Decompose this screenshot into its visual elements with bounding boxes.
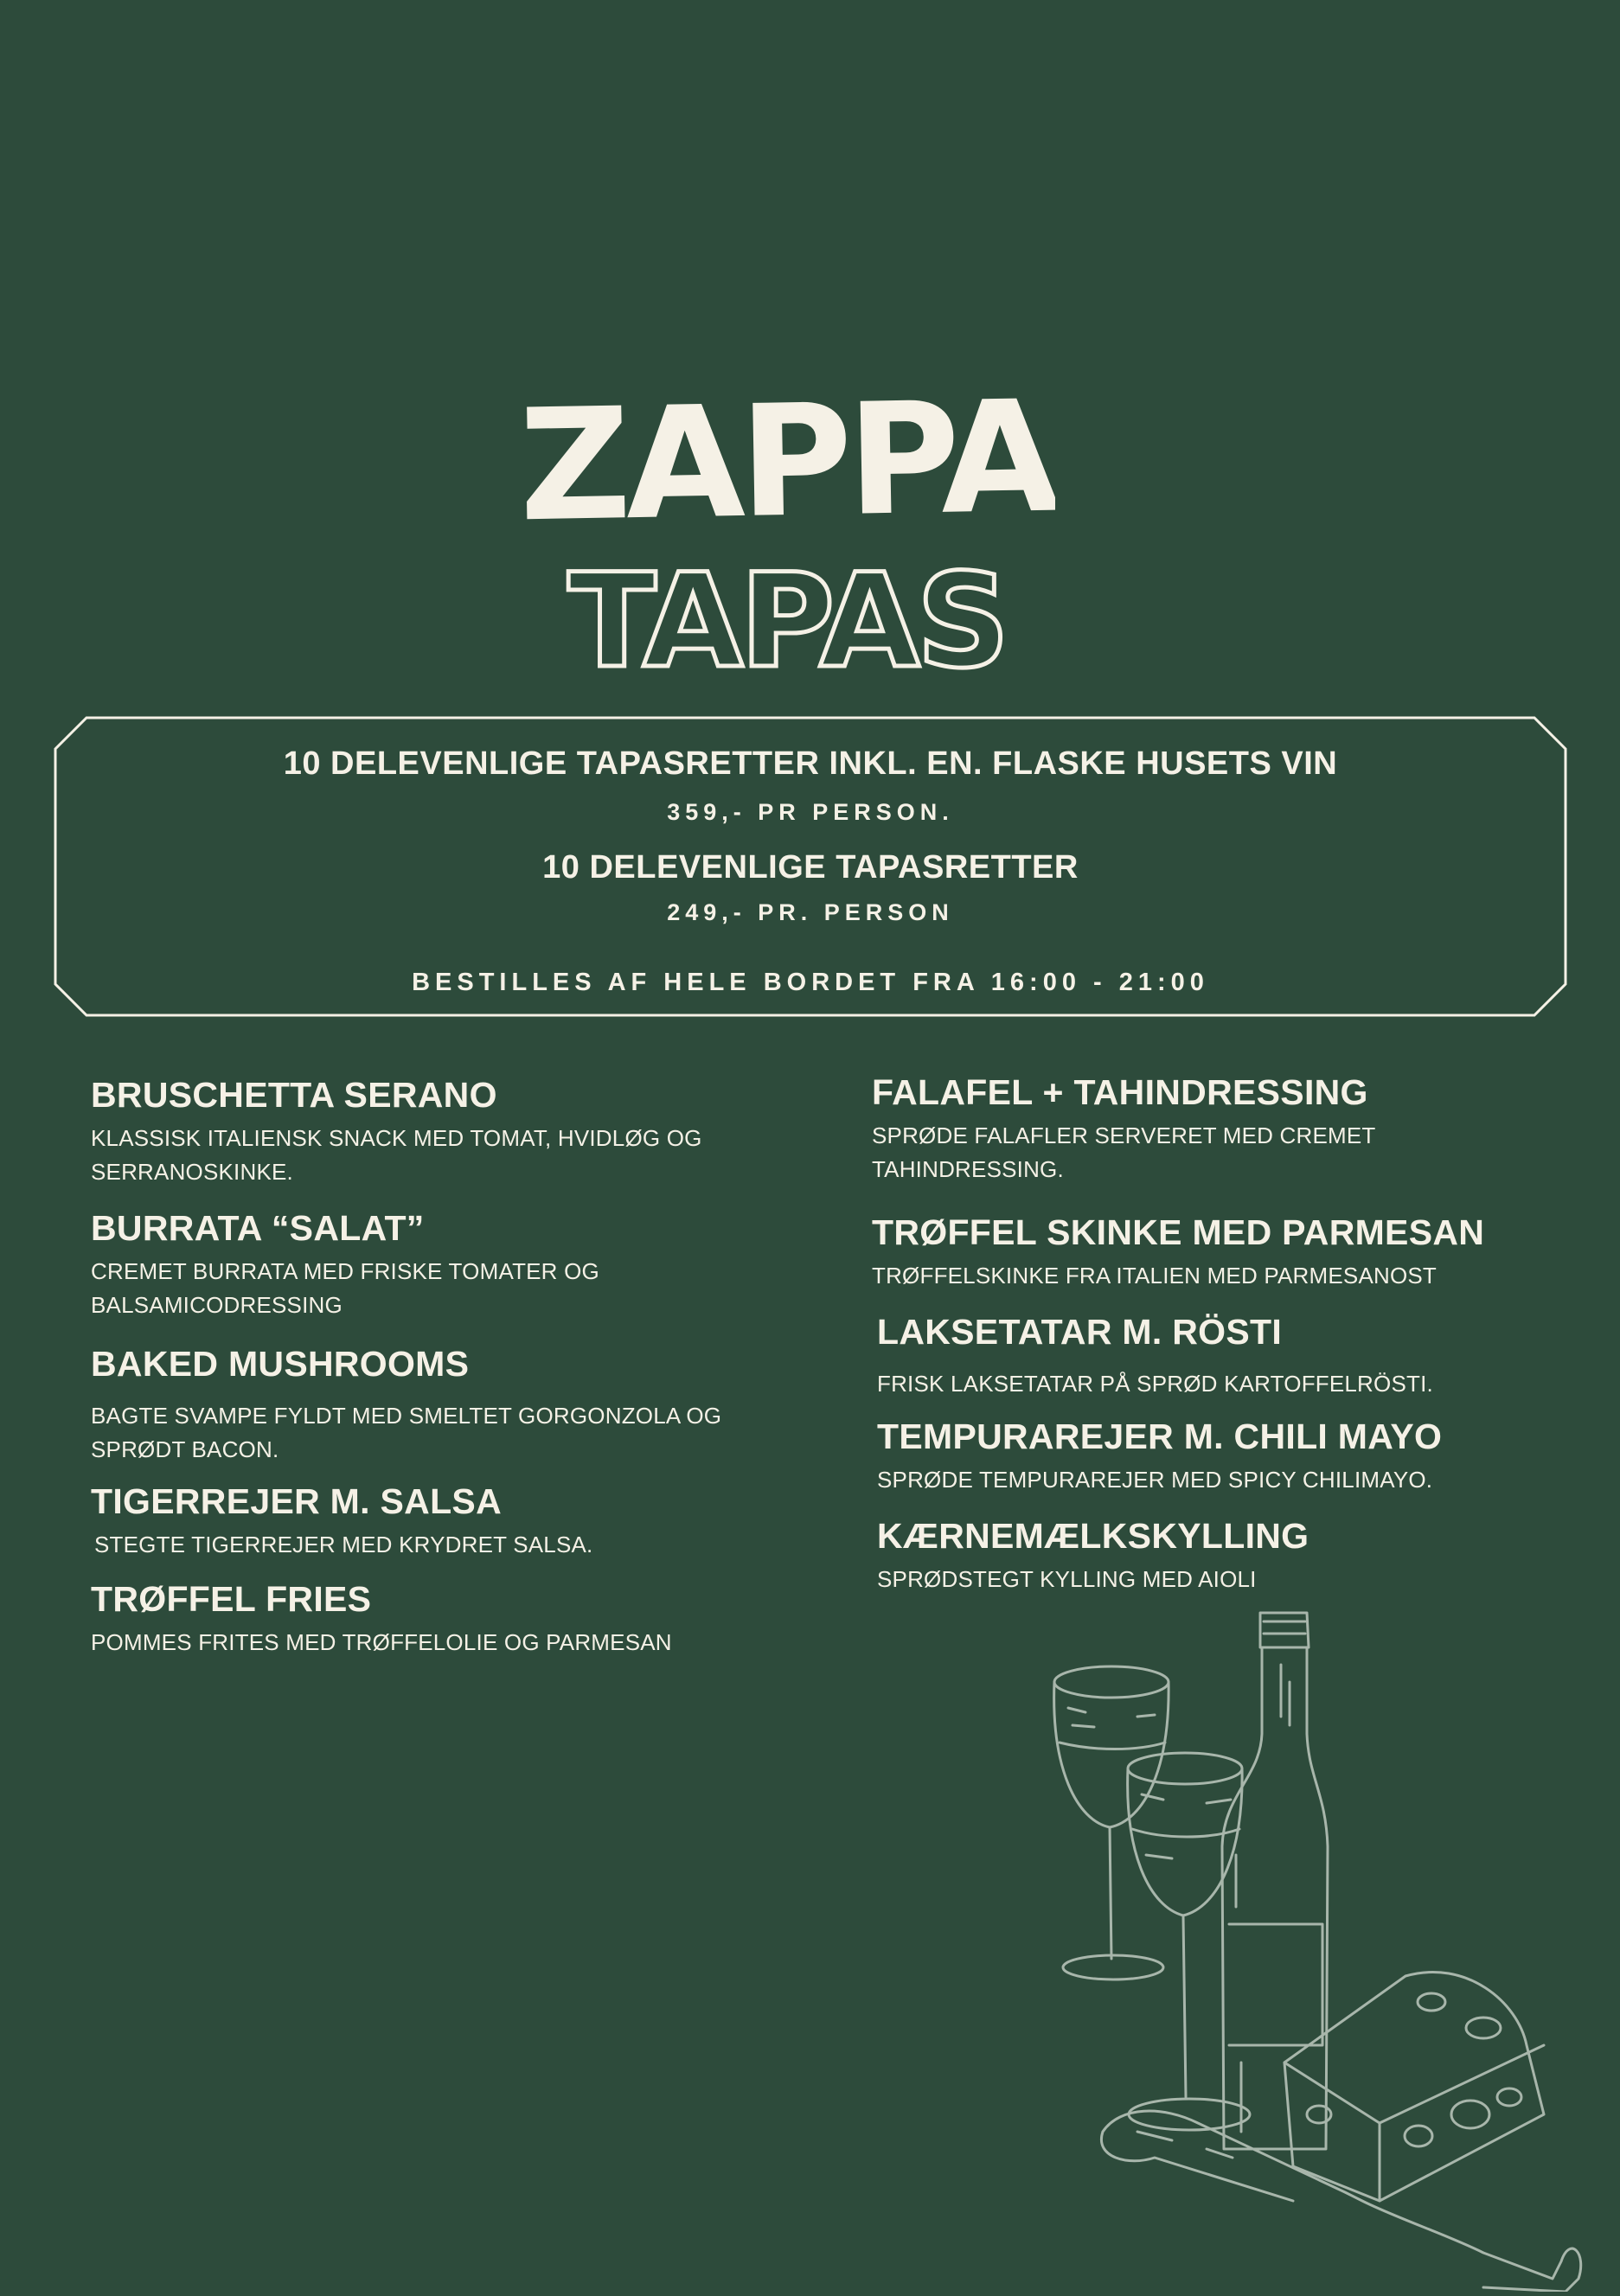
- wine-bottle-icon: [1222, 1613, 1328, 2149]
- dish-falafel: [872, 1073, 1529, 1186]
- dish-name: BAKED MUSHROOMS: [91, 1344, 470, 1384]
- logo-line1: ZAPPA: [519, 367, 1055, 556]
- offer-price-wine: 359,- PR PERSON.: [667, 799, 954, 825]
- dish-name: TIGERREJER M. SALSA: [91, 1481, 502, 1521]
- dish-desc: FRISK LAKSETATAR PÅ SPRØD KARTOFFELRÖSTI.: [877, 1371, 1433, 1397]
- logo: [519, 363, 1055, 692]
- dish-name: LAKSETATAR M. RÖSTI: [877, 1312, 1283, 1352]
- dish-desc: CREMET BURRATA MED FRISKE TOMATER OG BALSAMICODRESSING: [91, 1258, 599, 1319]
- dish-desc: SPRØDE FALAFLER SERVERET MED CREMET TAHINDRESSING.: [872, 1122, 1376, 1183]
- dish-tempurarejer: [877, 1417, 1569, 1497]
- dish-desc: KLASSISK ITALIENSK SNACK MED TOMAT, HVIDLØG OG SERRANOSKINKE.: [91, 1125, 702, 1186]
- dish-name: BRUSCHETTA SERANO: [91, 1075, 497, 1115]
- cheese-knife-icon: [1101, 2111, 1580, 2292]
- dish-name: FALAFEL + TAHINDRESSING: [872, 1072, 1368, 1112]
- zappa-tapas-logo-icon: [519, 363, 1055, 692]
- dish-desc: SPRØDE TEMPURAREJER MED SPICY CHILIMAYO.: [877, 1467, 1433, 1493]
- dish-troffel-fries: [91, 1580, 748, 1660]
- dish-name: TEMPURAREJER M. CHILI MAYO: [877, 1417, 1443, 1456]
- dish-tigerrejer: [91, 1482, 748, 1562]
- dish-desc: BAGTE SVAMPE FYLDT MED SMELTET GORGONZOLA OG SPRØDT BACON.: [91, 1403, 722, 1463]
- wine-bottle-glasses-cheese-icon: [1034, 1596, 1587, 2292]
- dish-desc: STEGTE TIGERREJER MED KRYDRET SALSA.: [94, 1532, 593, 1558]
- offer-box: [54, 716, 1567, 1017]
- dish-name: TRØFFEL FRIES: [91, 1579, 372, 1619]
- offer-title-basic: 10 DELEVENLIGE TAPASRETTER: [542, 849, 1079, 886]
- dish-bruschetta: [91, 1076, 748, 1189]
- dish-troffel-skinke: [872, 1213, 1581, 1293]
- dish-desc: SPRØDSTEGT KYLLING MED AIOLI: [877, 1566, 1257, 1593]
- dish-desc: TRØFFELSKINKE FRA ITALIEN MED PARMESANOST: [872, 1263, 1438, 1289]
- dish-burrata: [91, 1209, 748, 1322]
- offer-note: BESTILLES AF HELE BORDET FRA 16:00 - 21:00: [412, 969, 1209, 996]
- offer-price-basic: 249,- PR. PERSON: [667, 899, 954, 925]
- dish-name: KÆRNEMÆLKSKYLLING: [877, 1516, 1309, 1556]
- dish-desc: POMMES FRITES MED TRØFFELOLIE OG PARMESAN: [91, 1629, 672, 1656]
- wine-glass-icon: [1054, 1666, 1169, 1979]
- dish-baked-mushrooms: [91, 1345, 748, 1467]
- logo-line2: TAPAS: [567, 547, 1007, 692]
- dish-name: BURRATA “SALAT”: [91, 1208, 425, 1248]
- dish-kaernemaelkskylling: [877, 1517, 1569, 1596]
- offer-title-wine: 10 DELEVENLIGE TAPASRETTER INKL. EN. FLASKE HUSETS VIN: [283, 745, 1338, 782]
- dish-laksetatar: [877, 1313, 1569, 1401]
- dish-name: TRØFFEL SKINKE MED PARMESAN: [872, 1212, 1485, 1252]
